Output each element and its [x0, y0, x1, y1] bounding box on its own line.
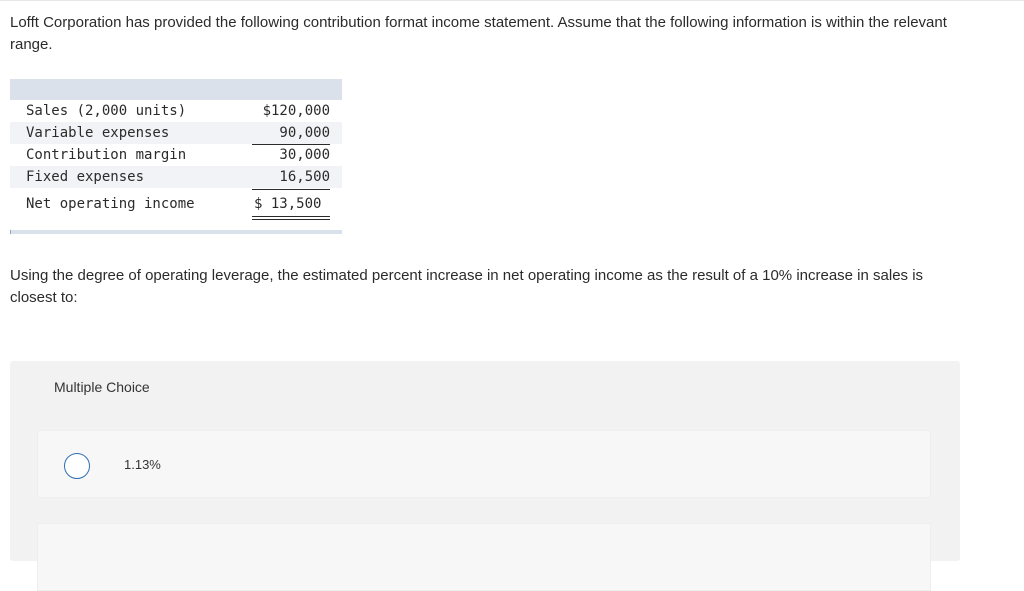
choice-option-1[interactable] [37, 430, 931, 498]
row-amount: 16,500 [279, 169, 330, 185]
row-label: Net operating income [26, 196, 195, 212]
row-label: Sales (2,000 units) [26, 103, 187, 119]
radio-button[interactable] [64, 453, 90, 479]
table-footer-bar [10, 230, 342, 234]
choice-option-label: 1.13% [124, 457, 161, 472]
row-label: Fixed expenses [26, 169, 145, 185]
table-row-contribution-margin [10, 144, 342, 166]
row-amount: 30,000 [279, 147, 330, 163]
row-label: Variable expenses [26, 125, 170, 141]
row-label: Contribution margin [26, 147, 187, 163]
multiple-choice-panel [10, 361, 960, 561]
table-row-sales [10, 100, 342, 122]
row-amount: 90,000 [279, 125, 330, 141]
choice-option-2[interactable] [37, 523, 931, 591]
question-text: Using the degree of operating leverage, the estimated percent increase in net operating income as the result of a 10% increase in sales is closest to: [10, 267, 924, 306]
row-amount: $120,000 [262, 103, 330, 119]
double-underline [252, 216, 330, 220]
row-amount: $ 13,500 [254, 196, 322, 212]
table-row-variable-expenses [10, 122, 342, 144]
table-header-bar [10, 79, 342, 100]
table-row-net-operating-income [10, 193, 342, 215]
multiple-choice-title: Multiple Choice [54, 379, 150, 395]
table-row-fixed-expenses [10, 166, 342, 188]
top-divider [0, 0, 1024, 1]
problem-intro-text: Lofft Corporation has provided the following contribution format income statement. Assume that the following information is within the relevant range. [10, 14, 947, 53]
income-statement-table [10, 79, 342, 235]
total-underline [252, 189, 330, 190]
